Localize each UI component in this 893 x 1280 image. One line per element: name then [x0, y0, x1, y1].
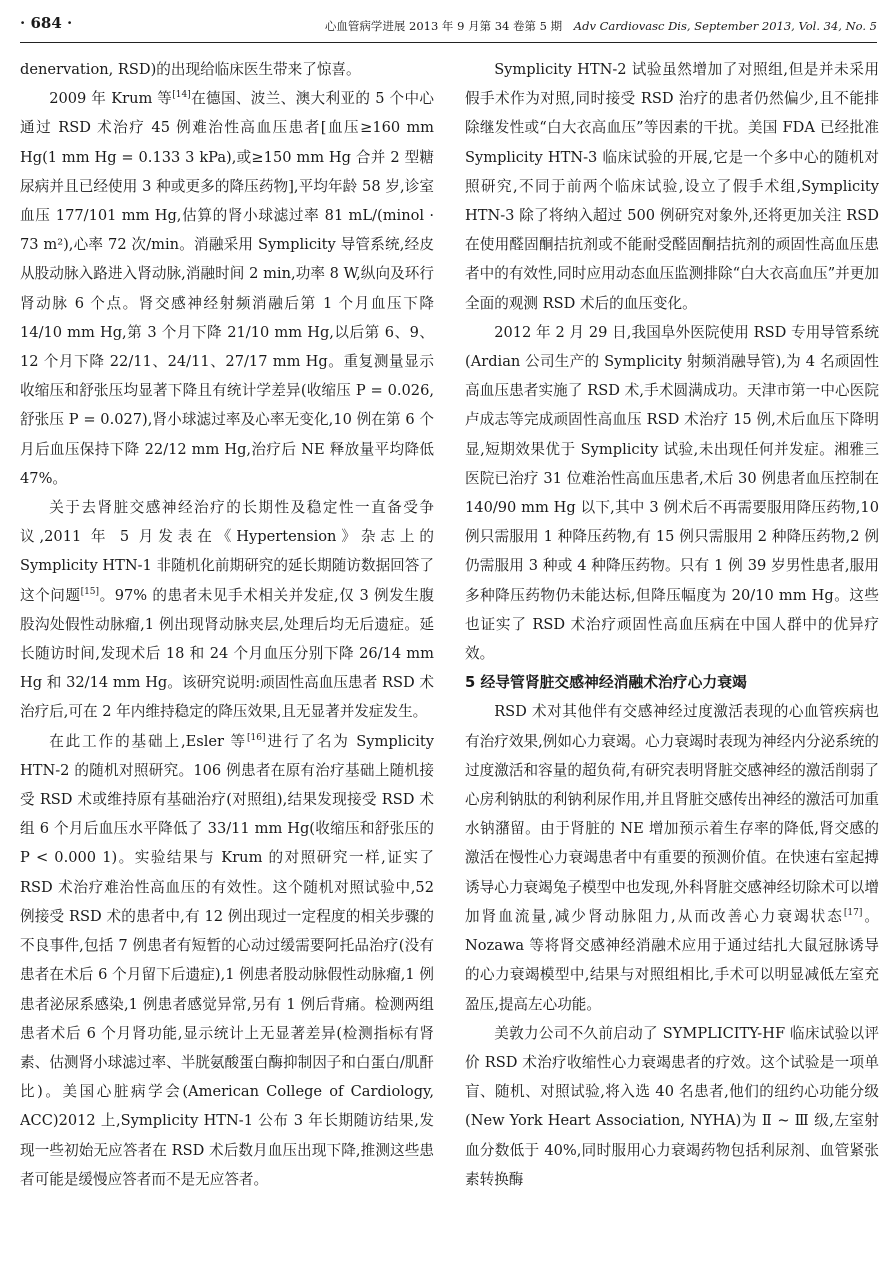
page-number: · 684 · [20, 14, 73, 32]
journal-citation-cn: 心血管病学进展 2013 年 9 月第 34 卷第 5 期 [324, 19, 563, 33]
paragraph-htn3-trial: Symplicity HTN-2 试验虽然增加了对照组,但是并未采用假手术作为对照,同时接受 RSD 治疗的患者仍然偏少,且不能排除继发性或“白大衣高血压”等因素的干扰。美国 FDA 已经批准 Symplicity HTN-3 临床试验的开展,它是一个多中心的随机对照研究,不同于前两个临床试验,设立了假手术组,Symplicity HTN-3 除了将纳入超过 500 例研究对象外,还将更加关注 RSD 在使用醛固酮拮抗剂或不能耐受醛固酮拮抗剂的顽固性高血压患者中的有效性,同时应用动态血压监测排除“白大衣高血压”并更加全面的观测 RSD 术后的血压变化。 [465, 61, 879, 312]
paragraph-text: 进行了名为 Symplicity HTN-2 的随机对照研究。106 例患者在原有治疗基础上随机接受 RSD 术或维持原有基础治疗(对照组),结果发现接受 RSD 术组 6 个月后血压水平降低了 33/11 mm Hg(收缩压和舒张压的 P < 0.000 1)。实验结果与 Krum 的对照研究一样,证实了 RSD 术治疗难治性高血压的有效性。这个随机对照试验中,52 例接受 RSD 术的患者中,有 12 例出现过一定程度的相关步骤的不良事件,包括 7 例患者有短暂的心动过缓需要阿托品治疗(没有患者在术后 6 个月留下后遗症),1 例患者股动脉假性动脉瘤,1 例患者泌尿系感染,1 例患者感觉异常,另有 1 例后背痛。检测两组患者术后 6 个月肾功能,显示统计上无显著差异(检测指标有肾素、估测肾小球滤过率、半胱氨酸蛋白酶抑制因子和白蛋白/肌酐比)。美国心脏病学会(American College of Cardiology, ACC)2012 上,Symplicity HTN-1 公布 3 年长期随访结果,发现一些初始无应答者在 RSD 术后数月血压出现下降,推测这些患者可能是缓慢应答者而不是无应答者。 [20, 732, 434, 1188]
paragraph-symplicity-hf: 美敦力公司不久前启动了 SYMPLICITY-HF 临床试验以评价 RSD 术治疗收缩性心力衰竭患者的疗效。这个试验是一项单盲、随机、对照试验,将入选 40 名患者,他们的纽约心功能分级(New York Heart Association, NYHA)为 Ⅱ ~ Ⅲ 级,左室射血分数低于 40%,同时服用心力衰竭药物包括利尿剂、血管紧张素转换酶 [465, 1024, 879, 1188]
paragraph-text: 关于去肾脏交感神经治疗的长期性及稳定性一直备受争议,2011 年 5 月发表在《Hypertension》杂志上的 Symplicity HTN-1 非随机化前期研究的延长期随访数据回答了这个问题 [20, 499, 434, 604]
paragraph-heart-failure [465, 697, 879, 1018]
journal-citation-en: Adv Cardiovasc Dis, September 2013, Vol. 34, No. 5 [573, 19, 877, 33]
citation-ref[interactable]: [14] [172, 90, 191, 101]
journal-citation [325, 18, 877, 34]
right-column [465, 55, 879, 1270]
paragraph-text: RSD 术对其他伴有交感神经过度激活表现的心血管疾病也有治疗效果,例如心力衰竭。心力衰竭时表现为神经内分泌系统的过度激活和容量的超负荷,有研究表明肾脏交感神经的激活削弱了心房利钠肽的利钠利尿作用,并且肾脏交感传出神经的激活可加重水钠潴留。由于肾脏的 NE 增加预示着生存率的降低,肾交感的激活在慢性心力衰竭患者中有重要的预测价值。在快速右室起搏诱导心力衰竭兔子模型中也发现,外科肾脏交感神经切除术可以增加肾血流量,减少肾动脉阻力,从而改善心力衰竭状态 [465, 703, 879, 925]
citation-ref[interactable]: [16] [247, 732, 266, 743]
paragraph-china-experience: 2012 年 2 月 29 日,我国阜外医院使用 RSD 专用导管系统(Ardian 公司生产的 Symplicity 射频消融导管),为 4 名顽固性高血压患者实施了 RSD 术,手术圆满成功。天津市第一中心医院卢成志等完成顽固性高血压 RSD 术治疗 15 例,术后血压下降明显,短期效果优于 Symplicity 试验,未出现任何并发症。湘雅三医院已治疗 31 位难治性高血压患者,术后 30 例患者血压控制在 140/90 mm Hg 以下,其中 3 例术后不再需要服用降压药物,10 例只需服用 1 种降压药物,有 15 例只需服用 2 种降压药物,2 例仍需服用 3 种或 4 种降压药物。只有 1 例 39 岁男性患者,服用多种降压药物仍未能达标,但降压幅度为 20/10 mm Hg。这些也证实了 RSD 术治疗顽固性高血压病在中国人群中的优异疗效。 [465, 323, 879, 663]
paragraph-text: 。Nozawa 等将肾交感神经消融术应用于通过结扎大鼠冠脉诱导的心力衰竭模型中,结果与对照组相比,手术可以明显减低左室充盈压,提高左心功能。 [465, 907, 879, 1013]
header-rule [20, 42, 877, 43]
paragraph-text: 在德国、波兰、澳大利亚的 5 个中心通过 RSD 术治疗 45 例难治性高血压患者[血压≥160 mm Hg(1 mm Hg = 0.133 3 kPa),或≥150 mm Hg 合并 2 型糖尿病并且已经使用 3 种或更多的降压药物],平均年龄 58 岁,诊室血压 177/101 mm Hg,估算的肾小球滤过率 81 mL/(minol · 73 m²),心率 72 次/min。消融采用 Symplicity 导管系统,经皮从股动脉入路进入肾动脉,消融时间 2 min,功率 8 W,纵向及环行肾动脉 6 个点。肾交感神经射频消融后第 1 个月血压下降 14/10 mm Hg,第 3 个月下降 21/10 mm Hg,以后第 6、9、12 个月下降 22/11、24/11、27/17 mm Hg。重复测量显示收缩压和舒张压均显著下降且有统计学差异(收缩压 P = 0.026,舒张压 P = 0.027),肾小球滤过率及心率无变化,10 例在第 6 个月后血压保持下降 22/12 mm Hg,治疗后 NE 释放量平均降低 47%。 [20, 90, 434, 487]
citation-ref[interactable]: [17] [843, 907, 863, 918]
left-column [20, 55, 434, 1270]
paragraph-text: 2009 年 Krum 等 [49, 90, 173, 108]
paragraph-intro-tail: denervation, RSD)的出现给临床医生带来了惊喜。 [20, 61, 361, 78]
page-header [20, 8, 877, 38]
section-heading: 5 经导管肾脏交感神经消融术治疗心力衰竭 [465, 674, 747, 692]
paragraph-htn2-study [20, 727, 434, 1194]
citation-ref[interactable]: [15] [80, 586, 100, 597]
paragraph-htn1-followup [20, 493, 434, 727]
paragraph-krum-study [20, 84, 434, 493]
paragraph-text: 在此工作的基础上,Esler 等 [49, 732, 248, 750]
paragraph-text: 。97% 的患者未见手术相关并发症,仅 3 例发生腹股沟处假性动脉瘤,1 例出现肾动脉夹层,处理后均无后遗症。延长随访时间,发现术后 18 和 24 个月血压分别下降 26/14 mm Hg 和 32/14 mm Hg。该研究说明:顽固性高血压患者 RSD 术治疗后,可在 2 年内维持稳定的降压效果,且无显著并发症发生。 [20, 586, 434, 721]
